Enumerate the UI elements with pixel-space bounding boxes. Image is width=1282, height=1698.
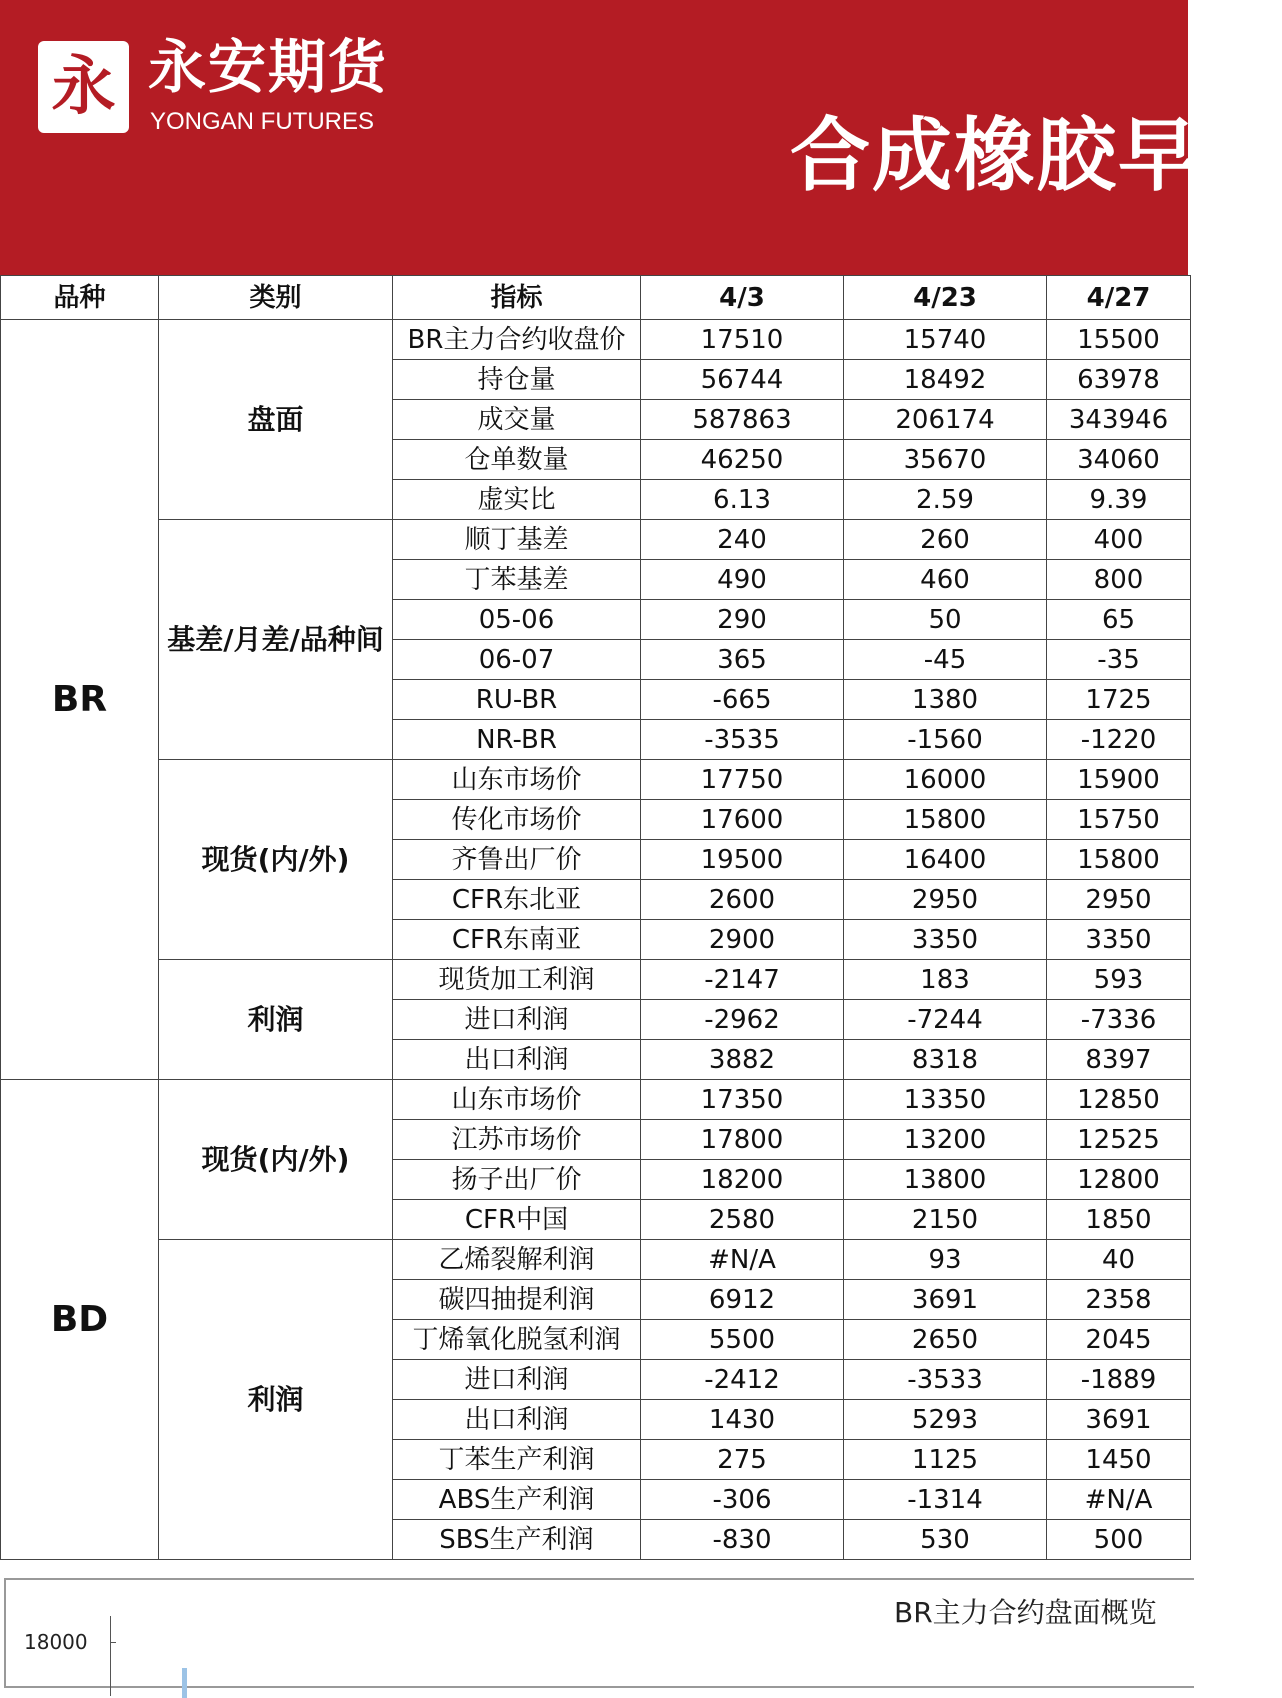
- value-cell: 2358: [1047, 1280, 1191, 1320]
- indicator-cell: 山东市场价: [393, 760, 641, 800]
- value-cell: -2412: [641, 1360, 844, 1400]
- header-banner: [0, 0, 1282, 275]
- indicator-cell: 碳四抽提利润: [393, 1280, 641, 1320]
- indicator-cell: 持仓量: [393, 360, 641, 400]
- logo-text-en: YONGAN FUTURES: [150, 108, 375, 135]
- value-cell: 2650: [844, 1320, 1047, 1360]
- column-header: 指标: [393, 276, 641, 320]
- indicator-cell: 丁烯氧化脱氢利润: [393, 1320, 641, 1360]
- indicator-cell: 成交量: [393, 400, 641, 440]
- value-cell: 1725: [1047, 680, 1191, 720]
- value-cell: 13800: [844, 1160, 1047, 1200]
- indicator-cell: NR-BR: [393, 720, 641, 760]
- value-cell: 15900: [1047, 760, 1191, 800]
- value-cell: 8397: [1047, 1040, 1191, 1080]
- indicator-cell: 山东市场价: [393, 1080, 641, 1120]
- column-header: 4/3: [641, 276, 844, 320]
- category-cell: 利润: [159, 960, 393, 1080]
- value-cell: 35670: [844, 440, 1047, 480]
- value-cell: 5293: [844, 1400, 1047, 1440]
- value-cell: 17510: [641, 320, 844, 360]
- table-row: [1, 1240, 1191, 1280]
- column-header: 4/27: [1047, 276, 1191, 320]
- report-title: 合成橡胶早报: [790, 109, 1282, 202]
- value-cell: 12800: [1047, 1160, 1191, 1200]
- value-cell: -2962: [641, 1000, 844, 1040]
- indicator-cell: 齐鲁出厂价: [393, 840, 641, 880]
- chart-area: [4, 1578, 1194, 1688]
- category-cell: 盘面: [159, 320, 393, 520]
- header-row: [1, 276, 1191, 320]
- indicator-cell: 仓单数量: [393, 440, 641, 480]
- indicator-cell: 丁苯生产利润: [393, 1440, 641, 1480]
- value-cell: -1889: [1047, 1360, 1191, 1400]
- value-cell: 16400: [844, 840, 1047, 880]
- value-cell: 9.39: [1047, 480, 1191, 520]
- value-cell: #N/A: [641, 1240, 844, 1280]
- value-cell: 800: [1047, 560, 1191, 600]
- value-cell: -7244: [844, 1000, 1047, 1040]
- value-cell: -306: [641, 1480, 844, 1520]
- value-cell: 65: [1047, 600, 1191, 640]
- value-cell: 5500: [641, 1320, 844, 1360]
- table-row: [1, 960, 1191, 1000]
- value-cell: 3691: [844, 1280, 1047, 1320]
- value-cell: 15740: [844, 320, 1047, 360]
- indicator-cell: CFR东南亚: [393, 920, 641, 960]
- indicator-cell: 进口利润: [393, 1000, 641, 1040]
- indicator-cell: 乙烯裂解利润: [393, 1240, 641, 1280]
- value-cell: 15500: [1047, 320, 1191, 360]
- variety-cell: BD: [1, 1080, 159, 1560]
- value-cell: -1220: [1047, 720, 1191, 760]
- value-cell: 17350: [641, 1080, 844, 1120]
- value-cell: 530: [844, 1520, 1047, 1560]
- value-cell: 490: [641, 560, 844, 600]
- table-row: [1, 760, 1191, 800]
- value-cell: 2950: [1047, 880, 1191, 920]
- value-cell: 50: [844, 600, 1047, 640]
- variety-cell: BR: [1, 320, 159, 1080]
- value-cell: 2.59: [844, 480, 1047, 520]
- value-cell: 13200: [844, 1120, 1047, 1160]
- value-cell: 260: [844, 520, 1047, 560]
- indicator-cell: 06-07: [393, 640, 641, 680]
- indicator-cell: 顺丁基差: [393, 520, 641, 560]
- column-header: 品种: [1, 276, 159, 320]
- indicator-cell: 现货加工利润: [393, 960, 641, 1000]
- value-cell: 17750: [641, 760, 844, 800]
- value-cell: 2150: [844, 1200, 1047, 1240]
- value-cell: 17600: [641, 800, 844, 840]
- value-cell: 400: [1047, 520, 1191, 560]
- table-row: [1, 320, 1191, 360]
- value-cell: 460: [844, 560, 1047, 600]
- indicator-cell: 05-06: [393, 600, 641, 640]
- table-row: [1, 1080, 1191, 1120]
- indicator-cell: BR主力合约收盘价: [393, 320, 641, 360]
- value-cell: 15750: [1047, 800, 1191, 840]
- value-cell: 2950: [844, 880, 1047, 920]
- logo-icon: 永: [38, 41, 129, 133]
- value-cell: 34060: [1047, 440, 1191, 480]
- value-cell: 240: [641, 520, 844, 560]
- value-cell: 56744: [641, 360, 844, 400]
- value-cell: 93: [844, 1240, 1047, 1280]
- value-cell: 12525: [1047, 1120, 1191, 1160]
- value-cell: 2580: [641, 1200, 844, 1240]
- value-cell: 290: [641, 600, 844, 640]
- value-cell: -1314: [844, 1480, 1047, 1520]
- value-cell: 63978: [1047, 360, 1191, 400]
- value-cell: 365: [641, 640, 844, 680]
- value-cell: -35: [1047, 640, 1191, 680]
- value-cell: 46250: [641, 440, 844, 480]
- value-cell: 3882: [641, 1040, 844, 1080]
- value-cell: 17800: [641, 1120, 844, 1160]
- indicator-cell: 进口利润: [393, 1360, 641, 1400]
- indicator-cell: 传化市场价: [393, 800, 641, 840]
- indicator-cell: SBS生产利润: [393, 1520, 641, 1560]
- indicator-cell: RU-BR: [393, 680, 641, 720]
- category-cell: 利润: [159, 1240, 393, 1560]
- column-header: 类别: [159, 276, 393, 320]
- value-cell: 593: [1047, 960, 1191, 1000]
- value-cell: 2900: [641, 920, 844, 960]
- value-cell: 8318: [844, 1040, 1047, 1080]
- value-cell: #N/A: [1047, 1480, 1191, 1520]
- value-cell: 1850: [1047, 1200, 1191, 1240]
- value-cell: 1430: [641, 1400, 844, 1440]
- value-cell: 15800: [844, 800, 1047, 840]
- table-row: [1, 520, 1191, 560]
- value-cell: 40: [1047, 1240, 1191, 1280]
- value-cell: 3350: [1047, 920, 1191, 960]
- logo-text-cn: 永安期货: [148, 33, 389, 101]
- chart-title: BR主力合约盘面概览: [894, 1596, 1157, 1629]
- value-cell: -1560: [844, 720, 1047, 760]
- value-cell: 3350: [844, 920, 1047, 960]
- value-cell: -2147: [641, 960, 844, 1000]
- value-cell: 183: [844, 960, 1047, 1000]
- value-cell: 12850: [1047, 1080, 1191, 1120]
- indicator-cell: CFR中国: [393, 1200, 641, 1240]
- column-header: 4/23: [844, 276, 1047, 320]
- indicator-cell: ABS生产利润: [393, 1480, 641, 1520]
- value-cell: 1125: [844, 1440, 1047, 1480]
- value-cell: 1380: [844, 680, 1047, 720]
- value-cell: -7336: [1047, 1000, 1191, 1040]
- data-table: [0, 275, 1191, 1560]
- indicator-cell: 出口利润: [393, 1400, 641, 1440]
- value-cell: -3535: [641, 720, 844, 760]
- y-tick-label: 18000: [24, 1630, 88, 1654]
- value-cell: 15800: [1047, 840, 1191, 880]
- value-cell: 500: [1047, 1520, 1191, 1560]
- indicator-cell: 江苏市场价: [393, 1120, 641, 1160]
- value-cell: 343946: [1047, 400, 1191, 440]
- y-axis: [110, 1616, 111, 1696]
- category-cell: 基差/月差/品种间: [159, 520, 393, 760]
- value-cell: 6912: [641, 1280, 844, 1320]
- value-cell: -45: [844, 640, 1047, 680]
- category-cell: 现货(内/外): [159, 1080, 393, 1240]
- value-cell: 1450: [1047, 1440, 1191, 1480]
- value-cell: 2600: [641, 880, 844, 920]
- indicator-cell: 扬子出厂价: [393, 1160, 641, 1200]
- value-cell: 13350: [844, 1080, 1047, 1120]
- value-cell: 275: [641, 1440, 844, 1480]
- indicator-cell: CFR东北亚: [393, 880, 641, 920]
- y-tick: [110, 1642, 116, 1643]
- value-cell: -665: [641, 680, 844, 720]
- value-cell: 19500: [641, 840, 844, 880]
- value-cell: 2045: [1047, 1320, 1191, 1360]
- indicator-cell: 出口利润: [393, 1040, 641, 1080]
- value-cell: 16000: [844, 760, 1047, 800]
- value-cell: 6.13: [641, 480, 844, 520]
- value-cell: 18200: [641, 1160, 844, 1200]
- indicator-cell: 虚实比: [393, 480, 641, 520]
- value-cell: -3533: [844, 1360, 1047, 1400]
- value-cell: 18492: [844, 360, 1047, 400]
- category-cell: 现货(内/外): [159, 760, 393, 960]
- value-cell: -830: [641, 1520, 844, 1560]
- indicator-cell: 丁苯基差: [393, 560, 641, 600]
- value-cell: 206174: [844, 400, 1047, 440]
- series-line: [182, 1668, 187, 1698]
- value-cell: 587863: [641, 400, 844, 440]
- value-cell: 3691: [1047, 1400, 1191, 1440]
